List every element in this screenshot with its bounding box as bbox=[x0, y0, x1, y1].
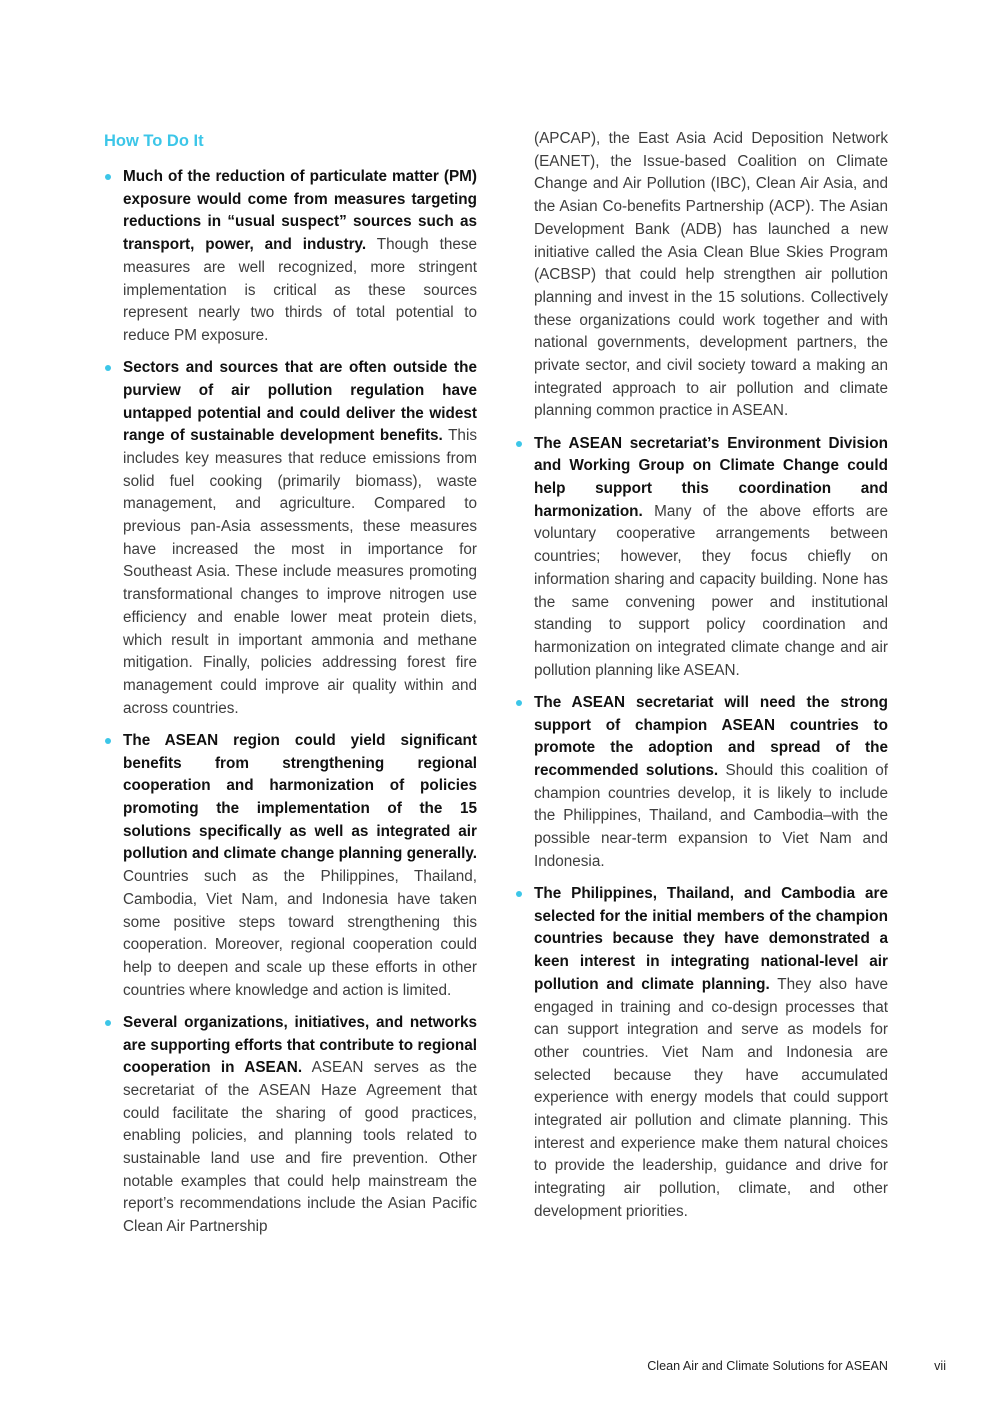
bullet-lead: Much of the reduction of particulate matter (PM) exposure would come from measures targeting reductions in “usual suspect” sources such as transport, power, and industry. bbox=[123, 168, 477, 254]
bullet-list-left bbox=[104, 166, 477, 1239]
bullet-body: Many of the above efforts are voluntary cooperative arrangements between countries; however, they focus chiefly on information sharing and capacity building. None has the same convening power and institutional standing to support policy coordination and harmonization on integrated climate change and air pollution planning like ASEAN. bbox=[534, 502, 888, 679]
bullet-lead: The ASEAN region could yield significant benefits from strengthening regional cooperation and harmonization of policies promoting the implementation of the 15 solutions specifically as well as integrated air pollution and climate change planning generally. bbox=[123, 731, 477, 863]
section-heading: How To Do It bbox=[104, 132, 204, 150]
bullet-list-right bbox=[515, 128, 888, 1224]
bullet-lead: The ASEAN secretariat’s Environment Division and Working Group on Climate Change could help support this coordination and harmonization. bbox=[534, 434, 888, 520]
list-item bbox=[515, 692, 888, 874]
list-item bbox=[104, 730, 477, 1002]
bullet-body: Countries such as the Philippines, Thailand, Cambodia, Viet Nam, and Indonesia have taken some positive steps toward strengthening this cooperation. Moreover, regional cooperation could help to deepen and scale up these efforts in other countries where knowledge and action is limited. bbox=[123, 868, 477, 999]
footer-title: Clean Air and Climate Solutions for ASEAN bbox=[647, 1359, 888, 1373]
bullet-lead: Sectors and sources that are often outside the purview of air pollution regulation have untapped potential and could deliver the widest range of sustainable development benefits. bbox=[123, 359, 477, 445]
list-item bbox=[104, 357, 477, 720]
list-item bbox=[515, 433, 888, 683]
list-item bbox=[104, 1012, 477, 1239]
bullet-body: They also have engaged in training and co-design processes that can support integration and serve as models for other countries. Viet Nam and Indonesia are selected because they have accumulated experience with energy models that could support integrated air pollution and climate planning. This interest and experience make them natural choices to provide the leadership, guidance and drive for integrating air pollution, climate, and other development priorities. bbox=[534, 975, 888, 1220]
page-number: vii bbox=[934, 1359, 946, 1373]
list-item bbox=[515, 883, 888, 1224]
list-item bbox=[104, 166, 477, 348]
bullet-body: This includes key measures that reduce emissions from solid fuel cooking (primarily biomass), waste management, and agriculture. Compared to previous pan-Asia assessments, these measures have increased the most in importance for Southeast Asia. These include measures promoting transformational changes to improve nitrogen use efficiency and enable lower meat protein diets, which result in important ammonia and methane mitigation. Finally, policies addressing forest fire management could improve air quality within and across countries. bbox=[123, 427, 477, 717]
bullet-body: Should this coalition of champion countries develop, it is likely to include the Philippines, Thailand, and Cambodia–with the possible near-term expansion to Viet Nam and Indonesia. bbox=[534, 761, 888, 870]
bullet-lead: Several organizations, initiatives, and networks are supporting efforts that contribute to regional cooperation in ASEAN. bbox=[123, 1013, 477, 1077]
bullet-lead: The ASEAN secretariat will need the strong support of champion ASEAN countries to promote the adoption and spread of the recommended solutions. bbox=[534, 693, 888, 779]
bullet-body: ASEAN serves as the secretariat of the ASEAN Haze Agreement that could facilitate the sharing of good practices, enabling policies, and planning tools related to sustainable land use and fire prevention. Other notable examples that could help mainstream the report’s recommendations include the Asian Pacific Clean Air Partnership bbox=[123, 1059, 477, 1236]
continued-paragraph: (APCAP), the East Asia Acid Deposition Network (EANET), the Issue-based Coalition on Climate Change and Air Pollution (IBC), Clean Air Asia, and the Asian Co-benefits Partnership (ACP). The Asian Development Bank (ADB) has launched a new initiative called the Asia Clean Blue Skies Program (ACBSP) that could help strengthen air pollution planning and invest in the 15 solutions. Collectively these organizations could work together and with national governments, development partners, the private sector, and civil society toward a making an integrated approach to air pollution and climate planning common practice in ASEAN. bbox=[534, 130, 888, 420]
left-column bbox=[104, 128, 477, 1248]
bullet-body: Though these measures are well recognized, more stringent implementation is critical as these sources represent nearly two thirds of total potential to reduce PM exposure. bbox=[123, 236, 478, 344]
bullet-lead: The Philippines, Thailand, and Cambodia are selected for the initial members of the champion countries because they have demonstrated a keen interest in integrating national-level air pollution and climate planning. bbox=[534, 885, 888, 993]
right-column bbox=[515, 128, 888, 1233]
list-item-continuation bbox=[515, 128, 888, 423]
